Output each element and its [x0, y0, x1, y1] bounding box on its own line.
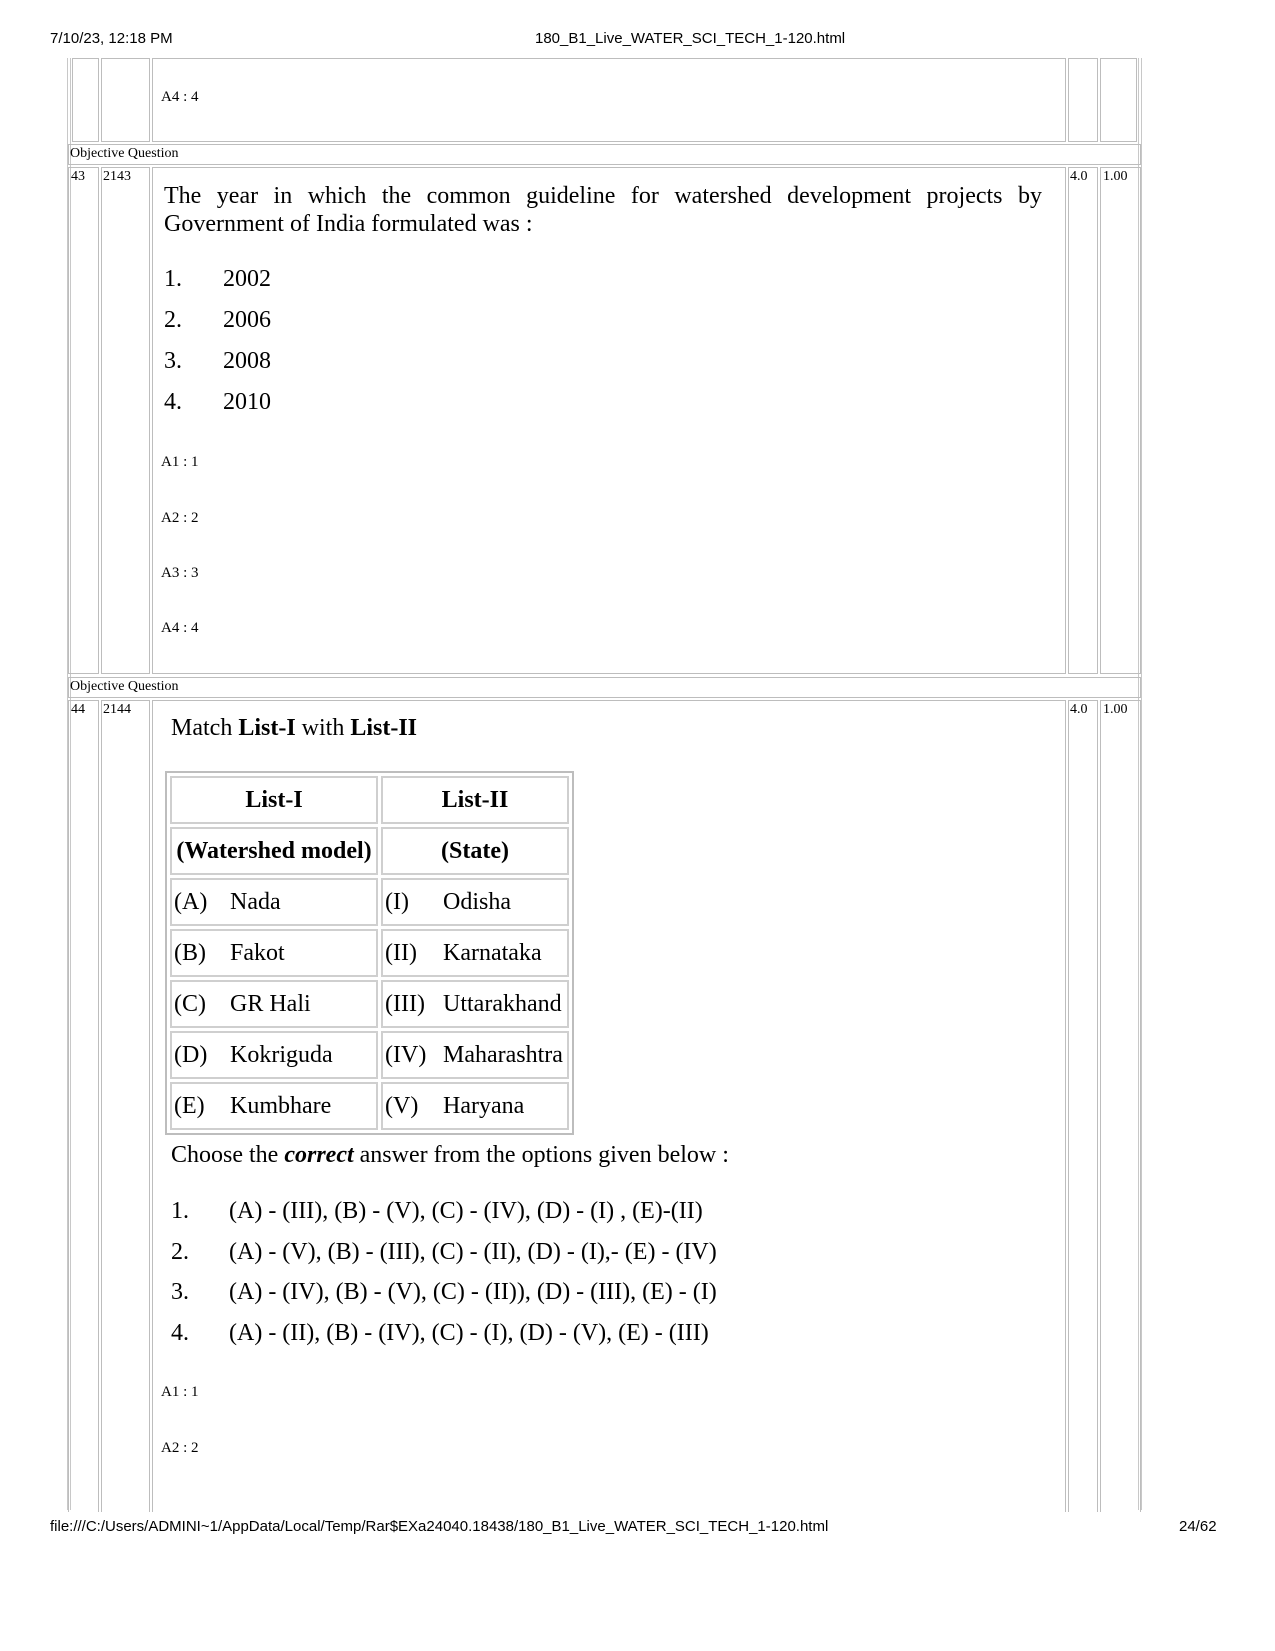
q43-option-4-num: 4.	[164, 389, 182, 415]
list2-item: (III) Uttarakhand	[381, 980, 569, 1028]
q43-answer-1: A1 : 1	[161, 454, 199, 470]
match-header-row	[170, 776, 569, 824]
q44-option-2-text: (A) - (V), (B) - (III), (C) - (II), (D) - (I),- (E) - (IV)	[229, 1239, 717, 1265]
match-row	[170, 1031, 569, 1079]
table-border-right	[1141, 58, 1142, 1510]
q43-option-2-text: 2006	[223, 307, 271, 333]
q43-marks-cell	[1068, 167, 1098, 674]
list2-item: (IV) Maharashtra	[381, 1031, 569, 1079]
prev-sno-cell	[72, 58, 99, 142]
q43-option-1-text: 2002	[223, 266, 271, 292]
q44-sno: 44	[71, 702, 85, 717]
q44-choose-instruction: Choose the correct answer from the options given below :	[171, 1142, 729, 1168]
list2-item: (II) Karnataka	[381, 929, 569, 977]
q43-type-row	[68, 144, 1141, 165]
q44-option-1-num: 1.	[171, 1198, 189, 1224]
list1-item: (B) Fakot	[170, 929, 378, 977]
q43-question-line1: The year in which the common guideline for watershed development projects by	[164, 183, 1042, 209]
q43-sno-cell	[68, 167, 99, 674]
list1-item: (D) Kokriguda	[170, 1031, 378, 1079]
print-datetime: 7/10/23, 12:18 PM	[50, 30, 173, 47]
q43-qid-cell	[101, 167, 150, 674]
q43-sno: 43	[71, 169, 85, 184]
list1-subheader: (Watershed model)	[170, 827, 378, 875]
q43-answer-2: A2 : 2	[161, 510, 199, 526]
prev-marks-cell	[1068, 58, 1098, 142]
q43-content-cell	[152, 167, 1066, 674]
q44-type-row	[68, 677, 1141, 698]
q43-neg-cell	[1100, 167, 1141, 674]
q43-option-3-num: 3.	[164, 348, 182, 374]
list1-item: (C) GR Hali	[170, 980, 378, 1028]
q43-option-1-num: 1.	[164, 266, 182, 292]
q43-option-4-text: 2010	[223, 389, 271, 415]
q44-option-3-text: (A) - (IV), (B) - (V), (C) - (II)), (D) - (III), (E) - (I)	[229, 1279, 717, 1305]
q44-type-label: Objective Question	[70, 679, 179, 694]
q43-answer-3: A3 : 3	[161, 565, 199, 581]
q44-answer-1: A1 : 1	[161, 1384, 199, 1400]
list2-item: (I) Odisha	[381, 878, 569, 926]
match-subheader-row	[170, 827, 569, 875]
q44-option-3-num: 3.	[171, 1279, 189, 1305]
q44-option-4-text: (A) - (II), (B) - (IV), (C) - (I), (D) - (V), (E) - (III)	[229, 1320, 709, 1346]
q44-neg-marks: 1.00	[1103, 702, 1128, 717]
list1-header: List-I	[170, 776, 378, 824]
match-row	[170, 1082, 569, 1130]
q43-option-3-text: 2008	[223, 348, 271, 374]
prev-content-cell	[152, 58, 1066, 142]
q44-qid-cell	[101, 700, 150, 1520]
list2-header: List-II	[381, 776, 569, 824]
q44-option-1-text: (A) - (III), (B) - (V), (C) - (IV), (D) - (I) , (E)-(II)	[229, 1198, 703, 1224]
match-row	[170, 878, 569, 926]
print-file-path: file:///C:/Users/ADMINI~1/AppData/Local/Temp/Rar$EXa24040.18438/180_B1_Live_WATER_SCI_TECH_1-120.html	[50, 1518, 829, 1535]
q43-qid: 2143	[103, 169, 131, 184]
list2-item: (V) Haryana	[381, 1082, 569, 1130]
q44-option-2-num: 2.	[171, 1239, 189, 1265]
prev-qid-cell	[101, 58, 150, 142]
q44-qid: 2144	[103, 702, 131, 717]
print-page-number: 24/62	[1179, 1518, 1217, 1535]
q43-marks: 4.0	[1070, 169, 1088, 184]
q44-instruction: Match List-I with List-II	[171, 715, 418, 741]
q44-marks-cell	[1068, 700, 1098, 1520]
q43-answer-4: A4 : 4	[161, 620, 199, 636]
print-doc-title: 180_B1_Live_WATER_SCI_TECH_1-120.html	[535, 30, 846, 47]
q44-match-table	[165, 771, 574, 1135]
q43-option-2-num: 2.	[164, 307, 182, 333]
q44-option-4-num: 4.	[171, 1320, 189, 1346]
prev-answer: A4 : 4	[161, 89, 199, 105]
q43-question-line2: Government of India formulated was :	[164, 211, 533, 237]
match-row	[170, 980, 569, 1028]
list2-subheader: (State)	[381, 827, 569, 875]
q44-neg-cell	[1100, 700, 1141, 1520]
list1-item: (E) Kumbhare	[170, 1082, 378, 1130]
match-row	[170, 929, 569, 977]
prev-neg-cell	[1100, 58, 1137, 142]
q44-answer-2: A2 : 2	[161, 1440, 199, 1456]
list1-item: (A) Nada	[170, 878, 378, 926]
q43-neg-marks: 1.00	[1103, 169, 1128, 184]
q43-type-label: Objective Question	[70, 146, 179, 161]
q44-marks: 4.0	[1070, 702, 1088, 717]
q44-sno-cell	[68, 700, 99, 1520]
